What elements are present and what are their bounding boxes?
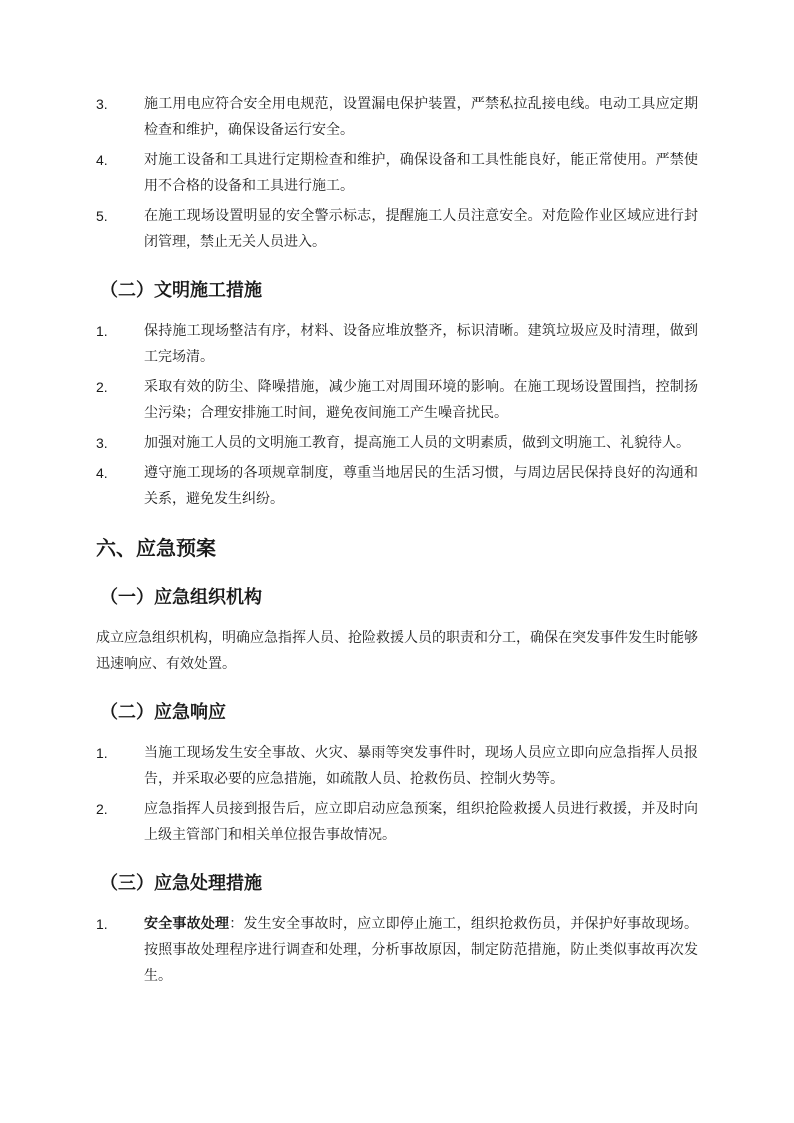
list-item-number: 3. [96,96,108,112]
list-item [96,203,698,255]
list-item-text: 当施工现场发生安全事故、火灾、暴雨等突发事件时，现场人员应立即向应急指挥人员报告，并采取必要的应急措施，如疏散人员、抢救伤员、控制火势等。 [144,745,698,787]
list-item-number: 3. [96,435,108,451]
emergency-measures-heading: （三）应急处理措施 [100,873,262,894]
list-item-number: 4. [96,465,108,481]
list-item-text [144,911,698,989]
emergency-response-heading: （二）应急响应 [100,702,226,723]
list-item-number: 2. [96,801,108,817]
list-item-text: 施工用电应符合安全用电规范，设置漏电保护装置，严禁私拉乱接电线。电动工具应定期检查和维护，确保设备运行安全。 [144,96,698,138]
list-item-text: 保持施工现场整洁有序，材料、设备应堆放整齐，标识清晰。建筑垃圾应及时清理，做到工完场清。 [144,323,698,365]
list-item-body: ：发生安全事故时，应立即停止施工，组织抢救伤员，并保护好事故现场。按照事故处理程序进行调查和处理，分析事故原因，制定防范措施，防止类似事故再次发生。 [144,916,699,984]
list-item-number: 1. [96,745,108,761]
emergency-response-list [96,740,698,848]
list-item [96,318,698,370]
emergency-org-heading: （一）应急组织机构 [100,587,262,608]
list-item [96,460,698,512]
list-item-text: 遵守施工现场的各项规章制度，尊重当地居民的生活习惯，与周边居民保持良好的沟通和关系，避免发生纠纷。 [144,465,698,507]
safety-measures-list-continued [96,91,698,255]
list-item-number: 1. [96,323,108,339]
list-item-number: 2. [96,379,108,395]
list-item-text: 加强对施工人员的文明施工教育，提高施工人员的文明素质，做到文明施工、礼貌待人。 [144,435,690,451]
list-item-text: 在施工现场设置明显的安全警示标志，提醒施工人员注意安全。对危险作业区域应进行封闭管理，禁止无关人员进入。 [144,208,698,250]
list-item-number: 1. [96,916,108,932]
emergency-plan-title: 六、应急预案 [96,536,216,560]
emergency-org-paragraph: 成立应急组织机构，明确应急指挥人员、抢险救援人员的职责和分工，确保在突发事件发生时能够迅速响应、有效处置。 [96,630,698,672]
list-item-number: 4. [96,152,108,168]
list-item-text: 应急指挥人员接到报告后，应立即启动应急预案，组织抢险救援人员进行救援，并及时向上级主管部门和相关单位报告事故情况。 [144,801,698,843]
civil-construction-list [96,318,698,512]
list-item [96,911,698,989]
list-item-text: 对施工设备和工具进行定期检查和维护，确保设备和工具性能良好，能正常使用。严禁使用不合格的设备和工具进行施工。 [144,152,698,194]
emergency-measures-list [96,911,698,989]
list-item [96,91,698,143]
list-item [96,374,698,426]
list-item-number: 5. [96,208,108,224]
civil-construction-heading: （二）文明施工措施 [100,280,262,301]
list-item-text: 采取有效的防尘、降噪措施，减少施工对周围环境的影响。在施工现场设置围挡，控制扬尘污染；合理安排施工时间，避免夜间施工产生噪音扰民。 [144,379,698,421]
list-item [96,740,698,792]
list-item [96,796,698,848]
list-item [96,430,698,456]
list-item-bold-label: 安全事故处理 [144,916,230,932]
list-item [96,147,698,199]
